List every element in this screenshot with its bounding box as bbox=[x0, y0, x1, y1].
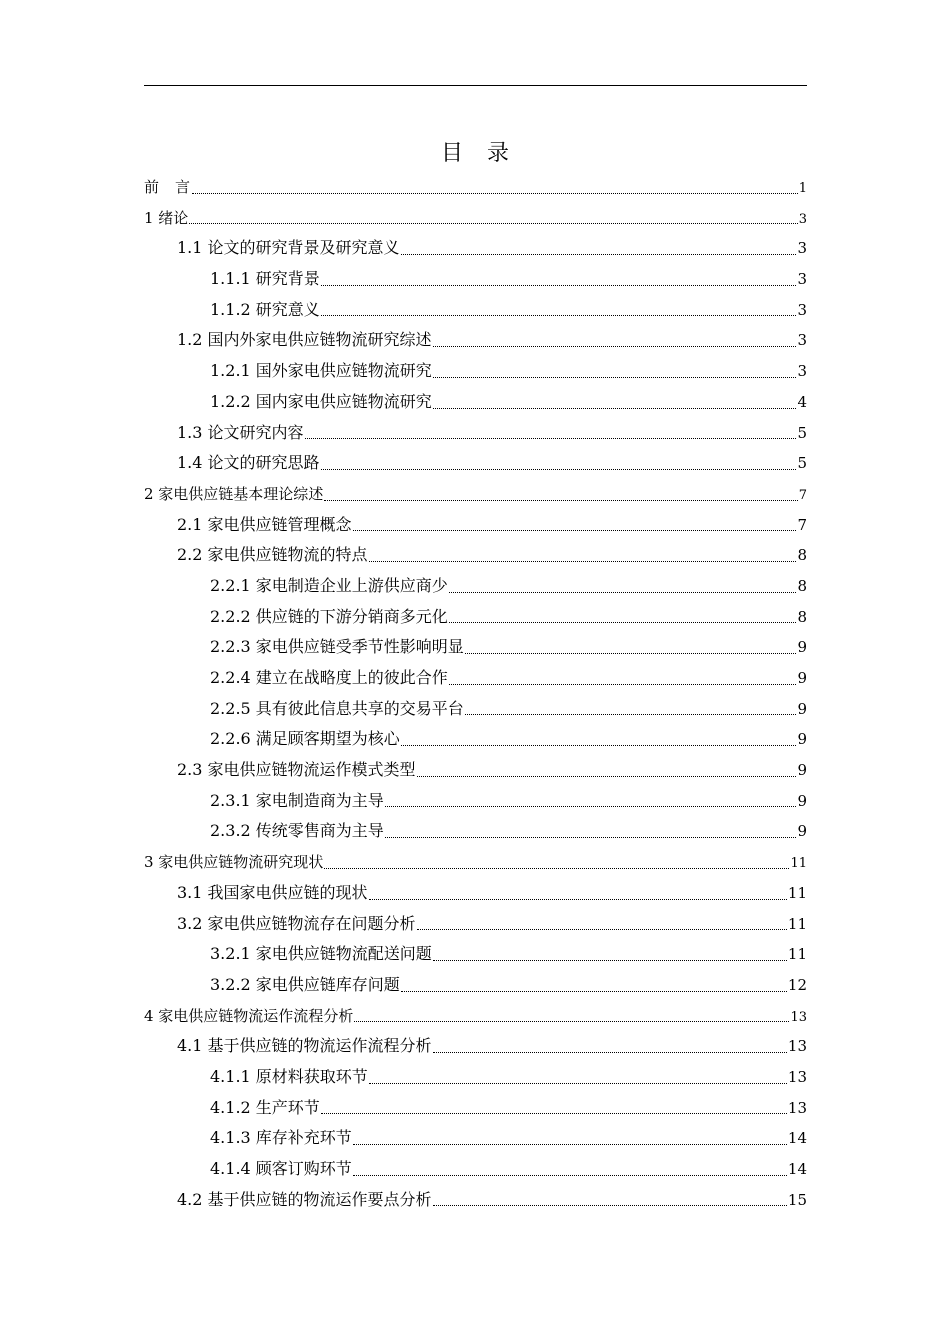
toc-entry-label: 3.2 家电供应链物流存在问题分析 bbox=[177, 913, 416, 933]
toc-entry-label: 1.4 论文的研究思路 bbox=[177, 453, 320, 473]
dot-leader bbox=[433, 356, 797, 387]
toc-entry[interactable] bbox=[144, 172, 807, 203]
toc-entry-page: 5 bbox=[797, 423, 807, 442]
toc-entry-page: 11 bbox=[787, 914, 807, 933]
toc-entry-page: 14 bbox=[787, 1129, 807, 1148]
dot-leader bbox=[321, 448, 797, 479]
toc-entry[interactable] bbox=[144, 632, 807, 663]
toc-entry-label: 2 家电供应链基本理论综述 bbox=[144, 484, 324, 503]
dot-leader bbox=[401, 724, 797, 755]
toc-entry[interactable] bbox=[144, 602, 807, 633]
dot-leader bbox=[433, 939, 787, 970]
toc-entry[interactable] bbox=[144, 1093, 807, 1124]
dot-leader bbox=[433, 325, 797, 356]
toc-entry-label: 2.2.2 供应链的下游分销商多元化 bbox=[210, 606, 448, 626]
toc-entry-page: 14 bbox=[787, 1160, 807, 1178]
toc-entry[interactable] bbox=[144, 1185, 807, 1216]
toc-entry[interactable] bbox=[144, 724, 807, 755]
dot-leader bbox=[192, 172, 798, 203]
table-of-contents bbox=[144, 172, 807, 1215]
toc-entry-page: 9 bbox=[797, 822, 807, 841]
dot-leader bbox=[449, 602, 797, 633]
toc-entry-label: 1.2 国内外家电供应链物流研究综述 bbox=[177, 330, 432, 350]
toc-entry[interactable] bbox=[144, 325, 807, 356]
dot-leader bbox=[189, 203, 797, 234]
toc-entry-page: 3 bbox=[797, 270, 807, 289]
toc-entry[interactable] bbox=[144, 847, 807, 878]
header-rule bbox=[144, 85, 807, 86]
toc-entry-label: 2.3 家电供应链物流运作模式类型 bbox=[177, 760, 416, 780]
toc-entry-label: 2.2.5 具有彼此信息共享的交易平台 bbox=[210, 698, 464, 718]
dot-leader bbox=[417, 909, 787, 940]
dot-leader bbox=[433, 387, 797, 418]
dot-leader bbox=[305, 418, 797, 449]
toc-entry-page: 9 bbox=[797, 791, 807, 810]
toc-entry-page: 8 bbox=[797, 576, 807, 595]
dot-leader bbox=[401, 970, 787, 1001]
toc-entry-page: 11 bbox=[787, 945, 807, 964]
toc-entry-label: 2.1 家电供应链管理概念 bbox=[177, 514, 352, 534]
toc-entry[interactable] bbox=[144, 356, 807, 387]
toc-entry-page: 7 bbox=[798, 487, 807, 503]
toc-entry-page: 12 bbox=[787, 975, 807, 994]
dot-leader bbox=[449, 571, 797, 602]
dot-leader bbox=[433, 1031, 787, 1062]
dot-leader bbox=[321, 1093, 787, 1124]
toc-entry-page: 1 bbox=[798, 181, 807, 196]
toc-entry-page: 5 bbox=[797, 454, 807, 473]
toc-entry[interactable] bbox=[144, 264, 807, 295]
toc-entry-page: 3 bbox=[797, 239, 807, 258]
toc-entry[interactable] bbox=[144, 1062, 807, 1093]
toc-entry-label: 4.1.3 库存补充环节 bbox=[210, 1128, 352, 1148]
toc-entry[interactable] bbox=[144, 233, 807, 264]
toc-entry-page: 11 bbox=[787, 883, 807, 902]
toc-entry[interactable] bbox=[144, 571, 807, 602]
toc-entry[interactable] bbox=[144, 878, 807, 909]
toc-entry-label: 3.2.2 家电供应链库存问题 bbox=[210, 974, 400, 994]
dot-leader bbox=[369, 1062, 787, 1093]
toc-entry-page: 9 bbox=[797, 638, 807, 657]
toc-entry[interactable] bbox=[144, 786, 807, 817]
toc-entry[interactable] bbox=[144, 755, 807, 786]
toc-entry[interactable] bbox=[144, 448, 807, 479]
toc-entry-label: 4.1.2 生产环节 bbox=[210, 1097, 320, 1117]
toc-entry-label: 1.3 论文研究内容 bbox=[177, 422, 304, 442]
toc-entry-label: 1.1.2 研究意义 bbox=[210, 299, 320, 319]
toc-entry[interactable] bbox=[144, 203, 807, 234]
toc-entry-label: 2.2.1 家电制造企业上游供应商少 bbox=[210, 575, 448, 595]
toc-entry-page: 9 bbox=[797, 699, 807, 718]
toc-entry[interactable] bbox=[144, 694, 807, 725]
dot-leader bbox=[321, 295, 797, 326]
dot-leader bbox=[321, 264, 797, 295]
toc-entry-label: 2.2.6 满足顾客期望为核心 bbox=[210, 729, 400, 749]
toc-entry-label: 2.2.4 建立在战略度上的彼此合作 bbox=[210, 668, 448, 687]
toc-entry-page: 3 bbox=[797, 300, 807, 319]
toc-entry-label: 1.1.1 研究背景 bbox=[210, 269, 320, 289]
dot-leader bbox=[417, 755, 797, 786]
toc-entry-page: 9 bbox=[797, 730, 807, 749]
toc-entry-label: 3.2.1 家电供应链物流配送问题 bbox=[210, 944, 432, 964]
dot-leader bbox=[385, 816, 797, 847]
dot-leader bbox=[465, 694, 797, 725]
dot-leader bbox=[354, 1001, 789, 1032]
toc-entry[interactable] bbox=[144, 510, 807, 541]
toc-entry-page: 11 bbox=[790, 856, 807, 872]
toc-entry-label: 3.1 我国家电供应链的现状 bbox=[177, 882, 368, 902]
toc-entry-label: 4 家电供应链物流运作流程分析 bbox=[144, 1006, 354, 1025]
dot-leader bbox=[433, 1185, 787, 1216]
toc-entry-page: 7 bbox=[797, 515, 807, 534]
toc-entry-page: 13 bbox=[787, 1067, 807, 1086]
toc-entry-page: 9 bbox=[797, 761, 807, 780]
toc-entry[interactable] bbox=[144, 1001, 807, 1032]
dot-leader bbox=[353, 510, 797, 541]
toc-entry[interactable] bbox=[144, 295, 807, 326]
toc-entry-label: 2.3.2 传统零售商为主导 bbox=[210, 821, 384, 841]
dot-leader bbox=[465, 632, 797, 663]
toc-entry-label: 1.1 论文的研究背景及研究意义 bbox=[177, 238, 400, 258]
toc-entry-page: 13 bbox=[787, 1037, 807, 1056]
toc-entry-label: 1 绪论 bbox=[144, 208, 189, 227]
toc-entry-page: 3 bbox=[797, 331, 807, 350]
toc-entry[interactable] bbox=[144, 387, 807, 418]
toc-entry-page: 8 bbox=[797, 607, 807, 626]
toc-entry-page: 3 bbox=[797, 362, 807, 381]
toc-entry[interactable] bbox=[144, 1123, 807, 1154]
toc-entry-label: 4.1.1 原材料获取环节 bbox=[210, 1066, 368, 1086]
toc-entry-label: 1.2.2 国内家电供应链物流研究 bbox=[210, 391, 432, 411]
toc-entry-page: 9 bbox=[797, 669, 807, 687]
toc-entry-label: 1.2.1 国外家电供应链物流研究 bbox=[210, 361, 432, 381]
toc-entry[interactable] bbox=[144, 939, 807, 970]
toc-entry-label: 4.1 基于供应链的物流运作流程分析 bbox=[177, 1036, 432, 1056]
toc-entry[interactable] bbox=[144, 909, 807, 940]
toc-entry[interactable] bbox=[144, 1031, 807, 1062]
toc-entry-label: 2.2.3 家电供应链受季节性影响明显 bbox=[210, 637, 464, 657]
toc-entry-label: 3 家电供应链物流研究现状 bbox=[144, 853, 324, 872]
toc-entry-page: 15 bbox=[787, 1190, 807, 1209]
dot-leader bbox=[369, 878, 787, 909]
toc-entry-page: 13 bbox=[787, 1098, 807, 1117]
dot-leader bbox=[449, 663, 797, 694]
toc-entry[interactable] bbox=[144, 970, 807, 1001]
toc-entry[interactable] bbox=[144, 663, 807, 694]
toc-entry-page: 3 bbox=[798, 211, 807, 227]
toc-title: 目录 bbox=[440, 141, 533, 166]
toc-entry-label: 2.3.1 家电制造商为主导 bbox=[210, 790, 384, 810]
dot-leader bbox=[324, 479, 797, 510]
toc-entry-label: 2.2 家电供应链物流的特点 bbox=[177, 545, 368, 565]
toc-entry-label: 4.2 基于供应链的物流运作要点分析 bbox=[177, 1189, 432, 1209]
toc-entry-label: 前言 bbox=[144, 178, 207, 196]
toc-entry-label: 4.1.4 顾客订购环节 bbox=[210, 1159, 352, 1178]
toc-entry[interactable] bbox=[144, 418, 807, 449]
dot-leader bbox=[401, 233, 797, 264]
toc-entry-page: 4 bbox=[797, 392, 807, 411]
dot-leader bbox=[385, 786, 797, 817]
toc-entry[interactable] bbox=[144, 816, 807, 847]
dot-leader bbox=[369, 540, 797, 571]
toc-entry[interactable] bbox=[144, 479, 807, 510]
toc-entry-page: 8 bbox=[797, 546, 807, 565]
toc-entry-page: 13 bbox=[790, 1009, 807, 1025]
dot-leader bbox=[353, 1154, 787, 1185]
toc-entry[interactable] bbox=[144, 540, 807, 571]
toc-entry[interactable] bbox=[144, 1154, 807, 1185]
dot-leader bbox=[353, 1123, 787, 1154]
dot-leader bbox=[324, 847, 789, 878]
